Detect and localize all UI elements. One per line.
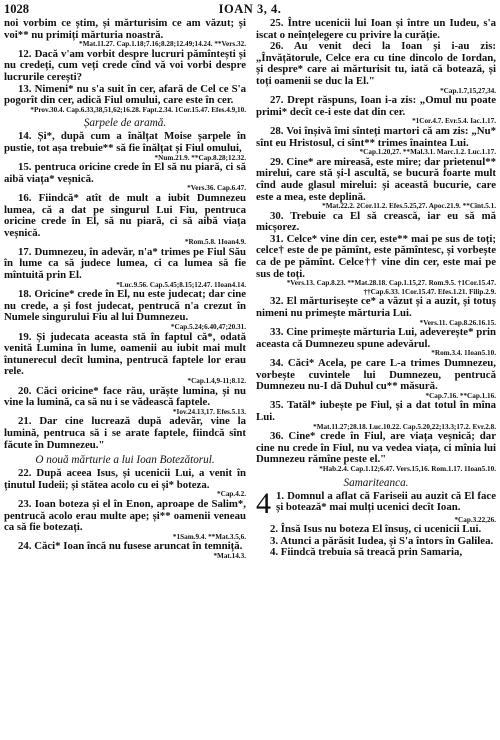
verse-text: 33. Cine primește mărturia Lui, adeverește* prin aceasta că Dumnezeu spune adevărul. bbox=[256, 326, 496, 350]
verse-text: 15. pentruca oricine crede în El să nu piară, ci să aibă viața* veșnică. bbox=[4, 161, 246, 185]
cross-reference: *1Cor.4.7. Evr.5.4. Iac.1.17. bbox=[412, 117, 496, 126]
cross-reference: *Vers.13. Cap.8.23. **Mat.28.18. Cap.1.15,27. Rom.9.5. †1Cor.15.47. ††Cap.6.33. 1Cor.15.47. Efes.1.21. Filip.2.9. bbox=[286, 279, 496, 296]
cross-reference: *Iov.24.13,17. Efes.5.13. bbox=[172, 407, 246, 416]
verse-block bbox=[256, 157, 496, 211]
verse-block bbox=[256, 358, 496, 400]
verse-text: 35. Tatăl* iubește pe Fiul, și a dat totul în mîna Lui. bbox=[256, 399, 496, 423]
verse-block bbox=[256, 296, 496, 327]
verse-text: 23. Ioan boteza și el în Enon, aproape de Salim*, pentrucă acolo erau multe ape; și** oamenii veneau ca să fie botezați. bbox=[4, 497, 246, 534]
verse-block bbox=[4, 468, 246, 499]
cross-reference: *Cap.1.7,15,27,34. bbox=[440, 86, 496, 95]
verse-text: 36. Cine* crede în Fiul, are viața veșnică; dar cine nu crede în Fiul, nu va vedea viața, ci mînia lui Dumnezeu rămîne peste el." bbox=[256, 430, 496, 466]
verse-text: 20. Căci oricine* face rău, urăște lumina, și nu vine la lumină, ca să nu i se vădească faptele. bbox=[4, 384, 246, 409]
cross-reference: *Cap.7.16. **Cap.1.16. bbox=[425, 391, 496, 400]
cross-reference: *Mat.11.27. Cap.1.18;7.16;8.28;12.49;14.24. **Vers.32. bbox=[78, 40, 246, 49]
verse-block bbox=[256, 18, 496, 41]
verse-text: 13. Nimeni* nu s'a suit în cer, afară de Cel ce S'a pogorît din cer, adică Fiul omului, care este în cer. bbox=[4, 82, 246, 107]
verse-block bbox=[4, 18, 246, 49]
verse-text: 25. Între ucenicii lui Ioan și între un Iudeu, s'a iscat o neînțelegere cu privire la curăție. bbox=[256, 17, 496, 41]
verse-text: 21. Dar cine lucrează după adevăr, vine la lumină, pentruca să i se arate faptele, fiindcă sînt făcute în Dumnezeu." bbox=[4, 415, 246, 451]
verse-text: 34. Căci* Acela, pe care L-a trimes Dumnezeu, vorbește cuvintele lui Dumnezeu, pentrucă Dumnezeu nu-I dă Duhul cu** măsură. bbox=[256, 357, 496, 393]
verse-block bbox=[4, 193, 246, 247]
verse-text: 29. Cine* are mireasă, este mire; dar prietenul** mirelui, care stă și-l ascultă, se bucură foarte mult cînd aude glasul mirelui: și această bucurie, care este a mea, este deplină. bbox=[256, 155, 496, 203]
verse-text: 3. Atunci a părăsit Iudea, și S'a întors în Galilea. bbox=[270, 534, 494, 547]
cross-reference: *1Sam.9.4. **Mat.3.5,6. bbox=[172, 532, 246, 541]
verse-text: 1. Domnul a aflat că Fariseii au auzit că El face și botează* mai mulți ucenici decît Ioan. bbox=[276, 489, 496, 514]
verse-block bbox=[4, 332, 246, 386]
verse-block bbox=[256, 211, 496, 234]
verse-block bbox=[256, 547, 496, 559]
cross-reference: *Cap.5.24;6.40,47;20.31. bbox=[170, 323, 246, 332]
verse-text: noi vorbim ce știm, și mărturisim ce am văzut; și voi** nu primiți mărturia noastră. bbox=[4, 17, 246, 41]
cross-reference: *Mat.14.3. bbox=[213, 551, 246, 560]
chapter-number: 4 bbox=[256, 486, 271, 520]
verse-text: 2. Însă Isus nu boteza El însuș, ci ucenicii Lui. bbox=[270, 523, 482, 536]
cross-reference: *Cap.4.2. bbox=[217, 490, 246, 499]
verse-block bbox=[4, 49, 246, 84]
verse-text: 22. După aceea Isus, și ucenicii Lui, a venit în ținutul Iudeii; și stătea acolo cu ei și* boteza. bbox=[4, 467, 246, 491]
verse-block bbox=[4, 247, 246, 289]
cross-reference: *Hab.2.4. Cap.1.12;6.47. Vers.15,16. Rom.1.17. 1Ioan5.10. bbox=[319, 464, 496, 473]
verse-block bbox=[256, 41, 496, 95]
verse-text: 17. Dumnezeu, în adevăr, n'a* trimes pe Fiul Său în lume ca să judece lumea, ci ca lumea să fie mîntuită prin El. bbox=[4, 245, 246, 282]
verse-text: 4. Fiindcă trebuia să treacă prin Samaria, bbox=[270, 546, 463, 559]
cross-reference: *Prov.30.4. Cap.6.33,38,51,62;16.28. Fapt.2.34. 1Cor.15.47. Efes.4.9,10. bbox=[30, 105, 246, 114]
verse-block bbox=[4, 131, 246, 162]
cross-reference: *Rom.5.8. 1Ioan4.9. bbox=[184, 238, 246, 247]
cross-reference: *Vers.36. Cap.6.47. bbox=[187, 184, 246, 193]
cross-reference: *Cap.1.20,27. **Mal.3.1. Marc.1.2. Luc.1.17. bbox=[359, 148, 496, 157]
verse-block bbox=[4, 541, 246, 560]
cross-reference: *Cap.3.22,26. bbox=[454, 515, 496, 524]
section-heading: O nouă mărturie a lui Ioan Botezătorul. bbox=[35, 454, 215, 467]
page-header bbox=[4, 2, 496, 18]
cross-reference: *Luc.9.56. Cap.5.45;8.15;12.47. 1Ioan4.14. bbox=[116, 280, 246, 289]
verse-text: 28. Voi înșivă îmi sînteți martori că am zis: „Nu* sînt eu Hristosul, ci sînt** trimes înaintea Lui. bbox=[256, 124, 496, 149]
right-column bbox=[256, 18, 496, 559]
verse-block bbox=[256, 95, 496, 126]
cross-reference: *Rom.3.4. 1Ioan5.10. bbox=[431, 349, 496, 358]
verse-block bbox=[256, 400, 496, 431]
verse-block bbox=[4, 162, 246, 193]
verse-text: 16. Fiindcă* atît de mult a iubit Dumnezeu lumea, că a dat pe singurul Lui Fiu, pentruca oricine crede în El, să nu piară, ci să aibă viața veșnică. bbox=[4, 191, 246, 239]
verse-block bbox=[256, 234, 496, 297]
verse-block bbox=[256, 486, 496, 525]
section-heading: Șarpele de aramă. bbox=[83, 117, 167, 130]
running-title: IOAN 3, 4. bbox=[218, 2, 282, 16]
verse-text: 24. Căci* Ioan încă nu fusese aruncat în temniță. bbox=[18, 540, 243, 553]
verse-block bbox=[4, 289, 246, 331]
verse-text: 19. Și judecata aceasta stă în faptul că*, odată venită Lumina în lume, oamenii au iubit mai mult întunerecul decît lumina, pentrucă faptele lor erau rele. bbox=[4, 330, 246, 378]
left-column bbox=[4, 18, 246, 561]
verse-block bbox=[256, 327, 496, 358]
cross-reference: *Vers.11. Cap.8.26.16.15. bbox=[419, 318, 496, 327]
verse-block bbox=[4, 84, 246, 115]
verse-text: 30. Trebuie ca El să crească, iar eu să mă micșorez. bbox=[256, 209, 496, 234]
cross-reference: *Num.21.9. **Cap.8.28;12.32. bbox=[154, 153, 246, 162]
verse-block bbox=[4, 499, 246, 541]
verse-text: 31. Celce* vine din cer, este** mai pe sus de toți; celce† este de pe pămînt, este pămîntesc, și vorbește ca de pe pămînt. Celce†† vine din cer, este mai pe sus de toți. bbox=[256, 232, 496, 280]
verse-block bbox=[4, 386, 246, 417]
verse-text: 14. Și*, după cum a înălțat Moise șarpele în pustie, tot așa trebuie** să fie înălțat și Fiul omului, bbox=[4, 130, 246, 154]
page-number: 1028 bbox=[4, 2, 29, 16]
verse-block bbox=[256, 431, 496, 473]
verse-text: 12. Dacă v'am vorbit despre lucruri pămîntești și nu credeți, cum veți crede cînd vă voi vorbi despre lucrurile cerești? bbox=[4, 47, 246, 83]
verse-text: 18. Oricine* crede în El, nu este judecat; dar cine nu crede, a și fost judecat, pentrucă n'a crezut în Numele singurului Fiu al lui Dumnezeu. bbox=[4, 288, 246, 324]
section-heading: Samariteanca. bbox=[343, 476, 409, 489]
verse-text: 26. Au venit deci la Ioan și i-au zis: „Învățătorule, Celce era cu tine dincolo de Iordan, și despre* care ai mărturisit tu, iată că botează, și toți oamenii se duc la El." bbox=[256, 40, 496, 87]
cross-reference: *Mat.22.2. 2Cor.11.2. Efes.5.25,27. Apoc.21.9. **Cînt.5.1. bbox=[322, 202, 496, 211]
verse-block bbox=[256, 126, 496, 157]
cross-reference: *Cap.1.4,9-11;8.12. bbox=[187, 377, 246, 385]
cross-reference: *Mat.11.27;28.18. Luc.10.22. Cap.5.20,22;13.3;17.2. Evr.2.8. bbox=[313, 422, 496, 431]
verse-text: 32. El mărturisește ce* a văzut și a auzit, și totuș nimeni nu primește mărturia Lui. bbox=[256, 295, 496, 320]
verse-text: 27. Drept răspuns, Ioan i-a zis: „Omul nu poate primi* decît ce-i este dat din cer. bbox=[256, 94, 496, 118]
verse-block bbox=[256, 524, 496, 536]
verse-block bbox=[4, 416, 246, 451]
